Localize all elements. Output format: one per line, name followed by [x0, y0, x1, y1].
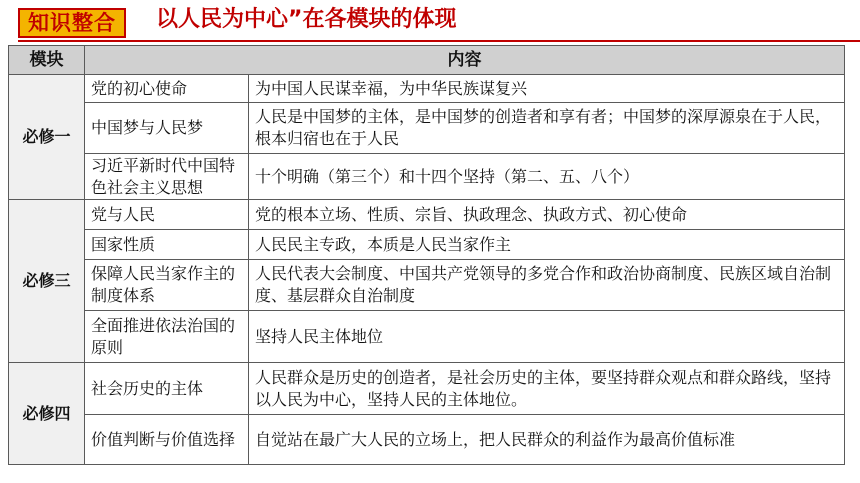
- table-row: [9, 154, 845, 200]
- table-row: [9, 103, 845, 154]
- table-row: [9, 363, 845, 415]
- column-header-module: 模块: [9, 46, 85, 75]
- slide-title: 以人民为中心”在各模块的体现: [156, 7, 457, 32]
- module-cell: 必修四: [9, 363, 85, 465]
- topic-cell: 中国梦与人民梦: [85, 103, 249, 154]
- topic-cell: 价值判断与价值选择: [85, 415, 249, 465]
- header-divider: [18, 40, 860, 42]
- slide-header: [0, 0, 860, 42]
- content-cell: 为中国人民谋幸福，为中华民族谋复兴: [249, 75, 845, 103]
- module-cell: 必修一: [9, 75, 85, 200]
- table-row: [9, 415, 845, 465]
- table-header-row: [9, 46, 845, 75]
- table-row: [9, 311, 845, 363]
- content-cell: 党的根本立场、性质、宗旨、执政理念、执政方式、初心使命: [249, 200, 845, 230]
- column-header-content: 内容: [85, 46, 845, 75]
- content-cell: 人民群众是历史的创造者，是社会历史的主体，要坚持群众观点和群众路线，坚持以人民为中心，坚持人民的主体地位。: [249, 363, 845, 415]
- table-row: [9, 75, 845, 103]
- table-row: [9, 200, 845, 230]
- content-cell: 人民民主专政，本质是人民当家作主: [249, 230, 845, 260]
- topic-cell: 社会历史的主体: [85, 363, 249, 415]
- topic-cell: 习近平新时代中国特色社会主义思想: [85, 154, 249, 200]
- content-cell: 人民代表大会制度、中国共产党领导的多党合作和政治协商制度、民族区域自治制度、基层群众自治制度: [249, 260, 845, 311]
- section-badge: 知识整合: [18, 8, 126, 38]
- content-table: [8, 45, 845, 465]
- topic-cell: 全面推进依法治国的原则: [85, 311, 249, 363]
- content-cell: 自觉站在最广大人民的立场上，把人民群众的利益作为最高价值标准: [249, 415, 845, 465]
- topic-cell: 党的初心使命: [85, 75, 249, 103]
- content-cell: 人民是中国梦的主体，是中国梦的创造者和享有者；中国梦的深厚源泉在于人民，根本归宿也在于人民: [249, 103, 845, 154]
- content-cell: 坚持人民主体地位: [249, 311, 845, 363]
- topic-cell: 保障人民当家作主的制度体系: [85, 260, 249, 311]
- table-row: [9, 260, 845, 311]
- topic-cell: 党与人民: [85, 200, 249, 230]
- table-row: [9, 230, 845, 260]
- module-cell: 必修三: [9, 200, 85, 363]
- content-cell: 十个明确（第三个）和十四个坚持（第二、五、八个）: [249, 154, 845, 200]
- topic-cell: 国家性质: [85, 230, 249, 260]
